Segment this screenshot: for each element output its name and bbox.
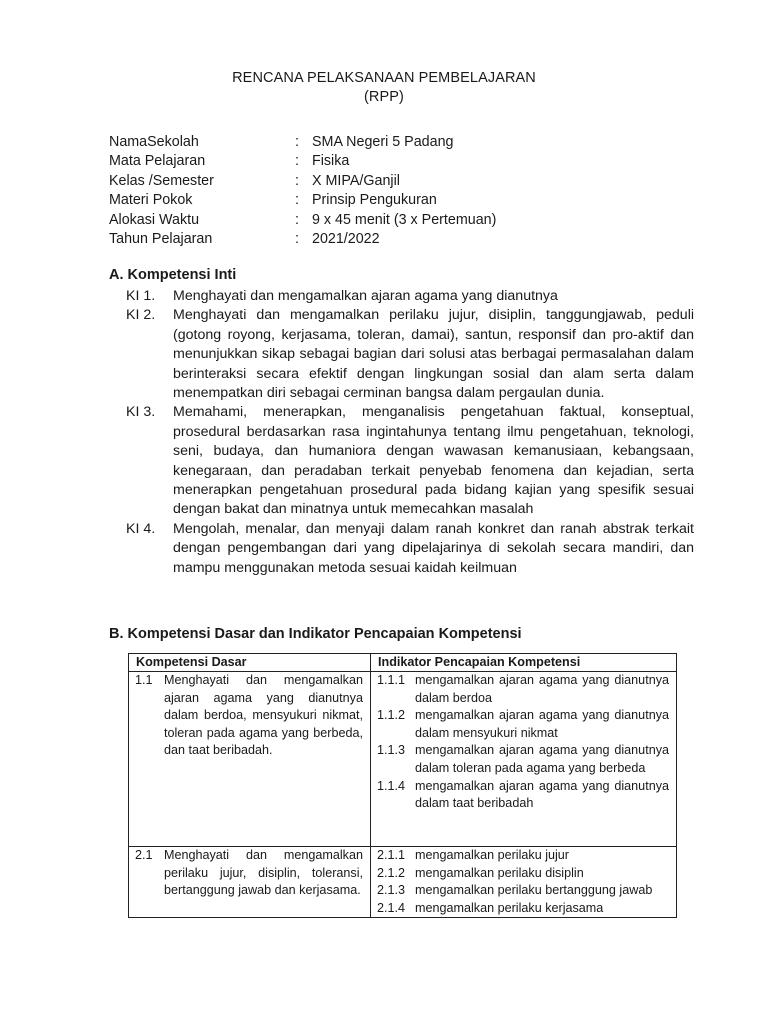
indicator-text: mengamalkan perilaku kerjasama [415, 900, 604, 915]
indicator-number: 2.1.3 [377, 883, 406, 898]
info-label: Kelas /Semester [109, 172, 214, 189]
kd-item [135, 672, 363, 760]
ki-text: Memahami, menerapkan, menganalisis pengetahuan faktual, konseptual, prosedural berdasarkan rasa ingintahunya tentang ilmu pengetahuan, teknologi, seni, budaya, dan humaniora dengan wawasan kemanusiaan, kebangsaan, kenegaraan, dan peradaban terkait penyebab fenomena dan kejadian, serta menerapkan pengetahuan prosedural pada bidang kajian yang spesifik sesuai dengan bakat dan minatnya untuk memecahkan masalah [173, 404, 694, 518]
indicator-text: mengamalkan ajaran agama yang dianutnya dalam taat beribadah [415, 778, 669, 811]
ki-number: KI 4. [126, 520, 156, 537]
ki-item [126, 403, 694, 519]
info-colon: : [295, 230, 299, 247]
indicator-number: 2.1.4 [377, 900, 406, 915]
info-row [109, 152, 496, 171]
info-value: Prinsip Pengukuran [312, 192, 437, 209]
info-row [109, 230, 496, 249]
header-kompetensi-dasar: Kompetensi Dasar [129, 654, 371, 672]
indicator-item [377, 847, 669, 865]
indicator-text: mengamalkan ajaran agama yang dianutnya dalam mensyukuri nikmat [415, 708, 669, 740]
kd-item [135, 847, 363, 900]
ki-text: Menghayati dan mengamalkan perilaku jujur, disiplin, tanggungjawab, peduli (gotong royong, kerjasama, toleran, damai), santun, responsif dan pro-aktif dan menunjukkan sikap sebagai bagian dari solusi atas berbagai permasalahan dalam berinteraksi secara efektif dengan lingkungan sosial dan alam serta dalam menempatkan diri sebagai cerminan bangsa dalam pergaulan dunia. [173, 307, 694, 402]
info-colon: : [295, 172, 299, 189]
indicator-item [377, 865, 669, 883]
info-colon: : [295, 134, 299, 150]
indicator-item [377, 742, 669, 777]
indicator-number: 1.1.2 [377, 708, 406, 723]
section-a-heading: A. Kompetensi Inti [109, 267, 237, 283]
indicator-text: mengamalkan perilaku jujur [415, 848, 570, 862]
info-colon: : [295, 153, 299, 170]
info-label: Alokasi Waktu [109, 211, 200, 228]
ki-item [126, 306, 694, 403]
kd-number: 1.1 [135, 673, 153, 687]
info-value: Fisika [312, 153, 350, 170]
indicator-number: 2.1.2 [377, 865, 406, 880]
indicator-number: 1.1.4 [377, 778, 406, 793]
document-subtitle: (RPP) [364, 89, 404, 105]
section-b-heading: B. Kompetensi Dasar dan Indikator Pencapaian Kompetensi [109, 626, 522, 642]
info-value: SMA Negeri 5 Padang [312, 134, 454, 150]
info-value: 2021/2022 [312, 230, 380, 247]
indicator-number: 1.1.3 [377, 743, 406, 758]
indicator-text: mengamalkan ajaran agama yang dianutnya dalam berdoa [415, 673, 669, 705]
info-label: Mata Pelajaran [109, 153, 206, 170]
kd-text: Menghayati dan mengamalkan perilaku jujur, disiplin, toleransi, bertanggung jawab dan kerjasama. [164, 848, 363, 898]
info-colon: : [295, 211, 299, 228]
header-indikator: Indikator Pencapaian Kompetensi [371, 654, 677, 672]
document-title: RENCANA PELAKSANAAN PEMBELAJARAN [232, 70, 536, 86]
indicator-cell [371, 847, 677, 918]
info-row [109, 133, 496, 152]
table-row [129, 672, 677, 847]
kd-indicator-table [128, 653, 677, 918]
ki-number: KI 1. [126, 288, 156, 304]
info-label: Materi Pokok [109, 192, 193, 209]
info-label: Tahun Pelajaran [109, 230, 213, 247]
kompetensi-inti-list [126, 287, 694, 578]
indicator-text: mengamalkan perilaku bertanggung jawab [415, 883, 653, 898]
indicator-cell [371, 672, 677, 847]
indicator-item [377, 672, 669, 707]
info-row [109, 191, 496, 210]
info-value: X MIPA/Ganjil [312, 172, 400, 189]
indicator-item [377, 707, 669, 742]
indicator-item [377, 778, 669, 813]
school-info [109, 133, 496, 249]
kd-cell [129, 672, 371, 847]
info-row [109, 172, 496, 191]
indicator-number: 2.1.1 [377, 848, 406, 862]
ki-text: Menghayati dan mengamalkan ajaran agama yang dianutnya [173, 288, 558, 304]
info-value: 9 x 45 menit (3 x Pertemuan) [312, 211, 497, 228]
kd-cell [129, 847, 371, 918]
info-label: NamaSekolah [109, 134, 199, 150]
kd-text: Menghayati dan mengamalkan ajaran agama yang dianutnya dalam berdoa, mensyukuri nikmat, toleran pada agama yang berbeda, dan taat beribadah. [164, 673, 363, 758]
indicator-item [377, 900, 669, 918]
info-row [109, 211, 496, 230]
kd-number: 2.1 [135, 848, 153, 862]
ki-text: Mengolah, menalar, dan menyaji dalam ranah konkret dan ranah abstrak terkait dengan pengembangan dari yang dipelajarinya di sekolah secara mandiri, dan mampu menggunakan metoda sesuai kaidah keilmuan [173, 520, 694, 576]
table-header-row [129, 654, 677, 672]
indicator-item [377, 882, 669, 900]
ki-item [126, 520, 694, 578]
indicator-text: mengamalkan perilaku disiplin [415, 865, 584, 880]
table-row [129, 847, 677, 918]
info-colon: : [295, 192, 299, 209]
indicator-number: 1.1.1 [377, 673, 406, 687]
indicator-text: mengamalkan ajaran agama yang dianutnya dalam toleran pada agama yang berbeda [415, 743, 669, 775]
ki-item [126, 287, 694, 306]
ki-number: KI 3. [126, 404, 156, 421]
ki-number: KI 2. [126, 307, 156, 324]
